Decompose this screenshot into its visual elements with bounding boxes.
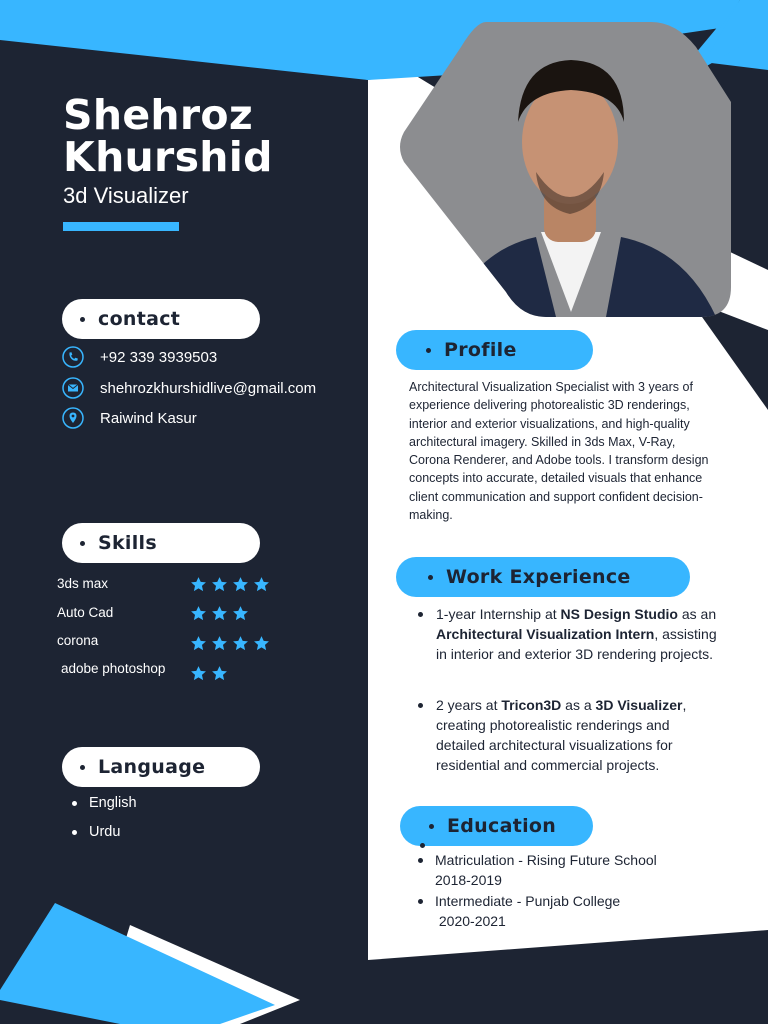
language-item xyxy=(72,795,137,811)
experience-connector: as a xyxy=(561,697,596,713)
education-name: Matriculation - Rising Future School xyxy=(435,852,657,868)
contact-heading xyxy=(62,299,260,339)
experience-connector: as an xyxy=(677,606,717,622)
education-name: Intermediate - Punjab College xyxy=(435,893,621,909)
star-icon xyxy=(232,635,249,652)
profile-photo xyxy=(396,22,731,317)
skill-name: Auto Cad xyxy=(57,605,114,620)
contact-heading-label: contact xyxy=(98,308,181,330)
star-icon xyxy=(211,576,228,593)
bullet-icon xyxy=(418,612,423,617)
language-label: Urdu xyxy=(89,824,121,840)
bullet-icon xyxy=(80,541,85,546)
experience-description: , assisting in interior and exterior 3D rendering projects. xyxy=(436,626,717,662)
star-icon xyxy=(190,605,207,622)
star-icon xyxy=(190,635,207,652)
star-icon xyxy=(211,665,228,682)
star-icon xyxy=(232,576,249,593)
location-text: Raiwind Kasur xyxy=(100,409,197,427)
title-underline xyxy=(63,222,179,231)
experience-item xyxy=(418,604,718,664)
bullet-icon xyxy=(72,830,77,835)
education-years: 2018-2019 xyxy=(435,872,502,888)
email-text[interactable]: shehrozkhurshidlive@gmail.com xyxy=(100,379,317,397)
bullet-icon xyxy=(80,317,85,322)
bullet-icon xyxy=(426,348,431,353)
experience-title: Architectural Visualization Intern xyxy=(436,626,655,642)
candidate-name xyxy=(63,91,273,181)
star-icon xyxy=(190,665,207,682)
experience-company: Tricon3D xyxy=(501,697,562,713)
bullet-icon xyxy=(418,703,423,708)
skill-name: corona xyxy=(57,633,99,648)
star-icon xyxy=(253,576,270,593)
phone-icon xyxy=(62,346,84,368)
language-heading-label: Language xyxy=(98,756,206,778)
education-heading-label: Education xyxy=(447,815,557,837)
skill-rating xyxy=(190,576,274,593)
education-item xyxy=(418,891,620,931)
star-icon xyxy=(253,635,270,652)
star-icon xyxy=(211,605,228,622)
experience-text xyxy=(436,695,718,775)
bullet-icon xyxy=(80,765,85,770)
profile-summary: Architectural Visualization Specialist with 3 years of experience delivering photorealistic 3D renderings, interior and exterior visualizations, and high-quality architectural imagery. Skilled in 3ds Max, V-Ray, Corona Renderer, and Adobe tools. I transform design concepts into accurate, detailed visuals that enhance client communication and support confident decision-making. xyxy=(409,380,709,523)
contact-phone xyxy=(62,346,217,368)
experience-item xyxy=(418,695,718,775)
work-experience-heading-label: Work Experience xyxy=(446,566,631,588)
bullet-icon xyxy=(420,843,425,848)
email-icon xyxy=(62,377,84,399)
skills-heading-label: Skills xyxy=(98,532,157,554)
skill-name: 3ds max xyxy=(57,576,109,591)
education-item xyxy=(418,850,657,890)
first-name: Shehroz xyxy=(63,91,254,139)
experience-description: , creating photorealistic renderings and detailed architectural visualizations for residential and commercial projects. xyxy=(436,697,687,773)
experience-prefix: 1-year Internship at xyxy=(436,606,561,622)
job-title: 3d Visualizer xyxy=(63,183,189,208)
star-icon xyxy=(232,605,249,622)
star-icon xyxy=(190,576,207,593)
phone-text: +92 339 3939503 xyxy=(100,348,218,366)
contact-email[interactable] xyxy=(62,377,316,399)
bullet-icon xyxy=(72,801,77,806)
education-years: 2020-2021 xyxy=(435,913,506,929)
skill-rating xyxy=(190,605,253,622)
contact-location xyxy=(62,407,197,429)
experience-text xyxy=(436,604,718,664)
profile-heading-label: Profile xyxy=(444,339,517,361)
language-heading xyxy=(62,747,260,787)
experience-prefix: 2 years at xyxy=(436,697,502,713)
location-icon xyxy=(62,407,84,429)
skill-rating xyxy=(190,635,274,652)
skills-heading xyxy=(62,523,260,563)
skill-rating xyxy=(190,665,232,682)
star-icon xyxy=(211,635,228,652)
education-heading xyxy=(400,806,593,846)
language-label: English xyxy=(89,795,137,811)
profile-heading xyxy=(396,330,593,370)
bullet-icon xyxy=(428,575,433,580)
language-item xyxy=(72,824,120,840)
bullet-icon xyxy=(418,858,423,863)
last-name: Khurshid xyxy=(63,133,273,181)
bullet-icon xyxy=(429,824,434,829)
experience-title: 3D Visualizer xyxy=(595,697,683,713)
experience-company: NS Design Studio xyxy=(560,606,678,622)
bullet-icon xyxy=(418,899,423,904)
work-experience-heading xyxy=(396,557,690,597)
skill-name: adobe photoshop xyxy=(61,661,166,676)
